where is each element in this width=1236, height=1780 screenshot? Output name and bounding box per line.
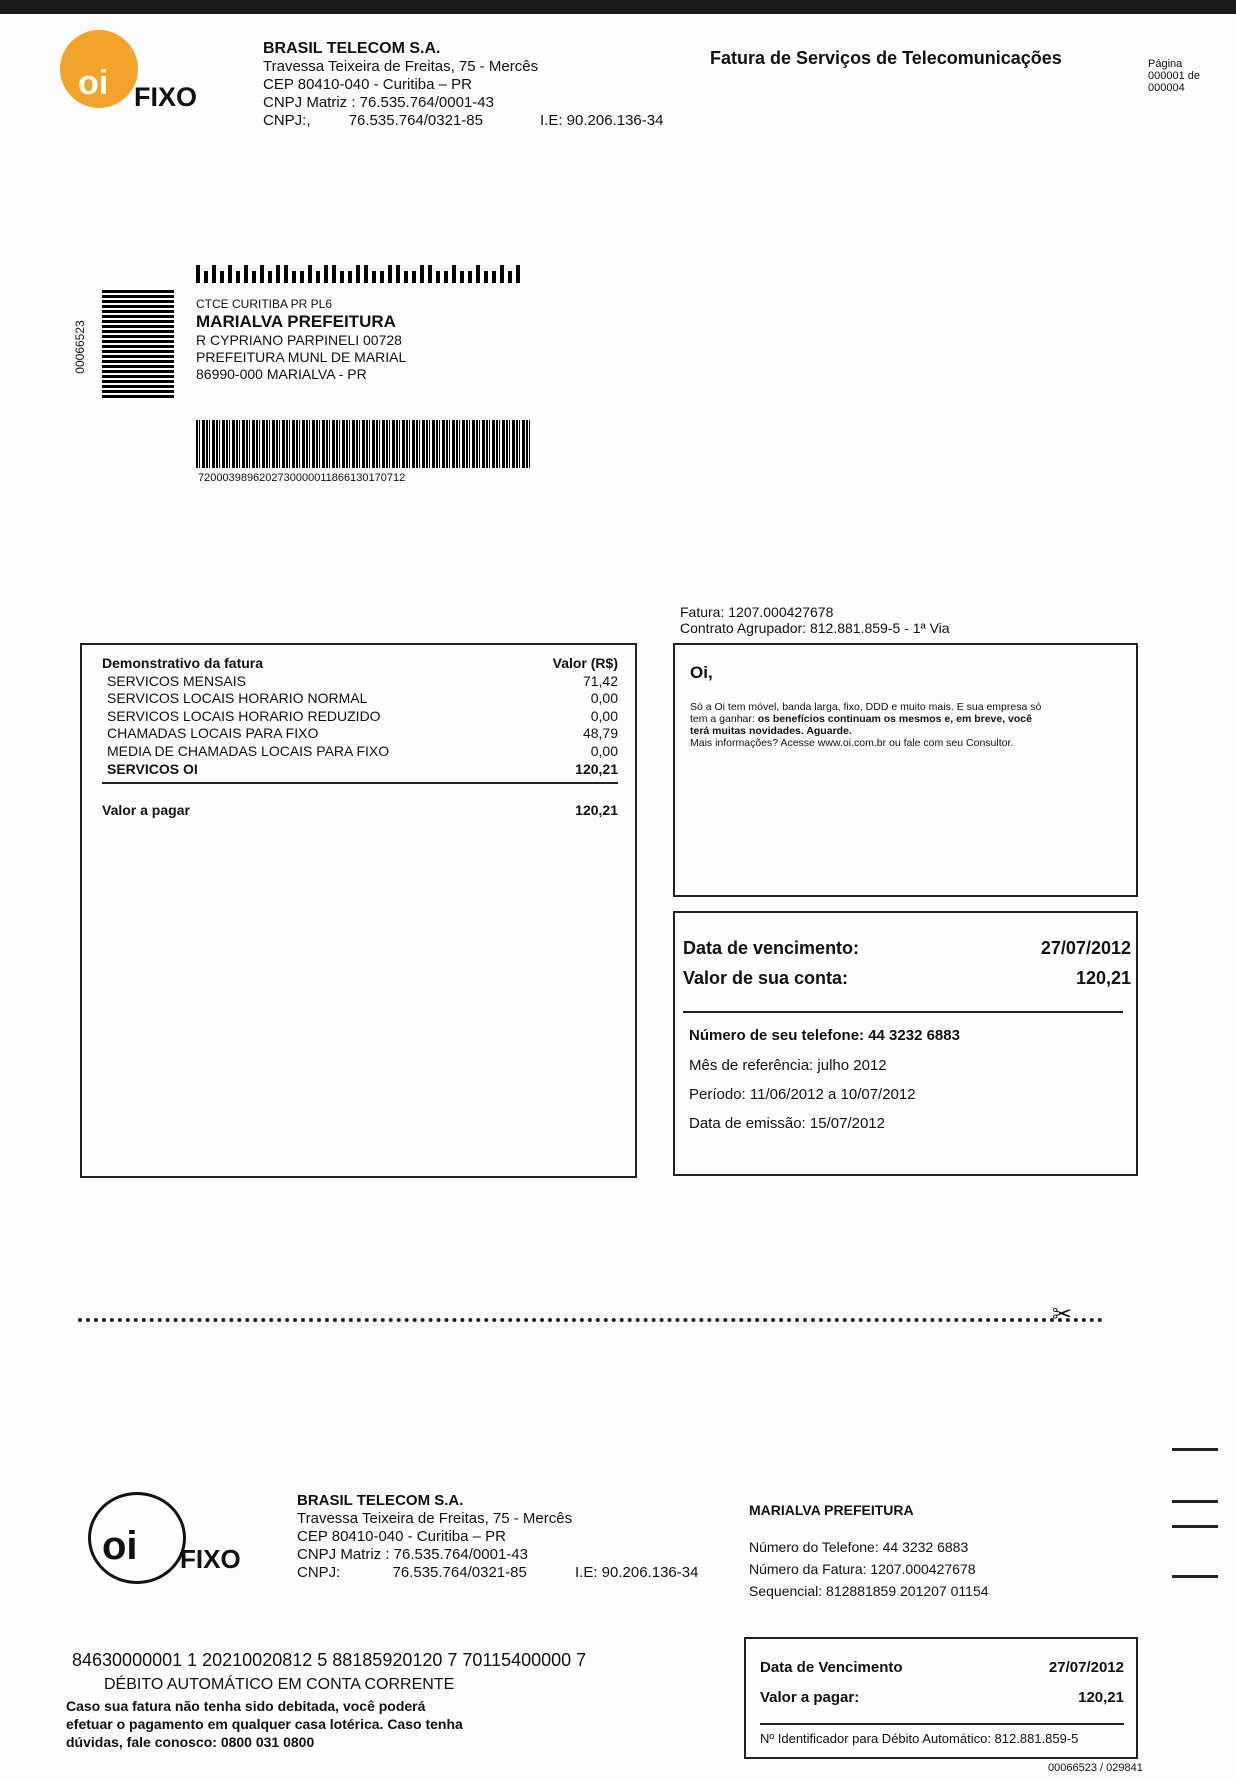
summary-details (689, 1021, 1131, 1138)
statement-row-label: MEDIA DE CHAMADAS LOCAIS PARA FIXO (107, 742, 390, 759)
company-header (263, 40, 538, 130)
statement-row (107, 690, 618, 708)
company-cep: CEP 80410-040 - Curitiba – PR (263, 76, 473, 93)
statement-items (102, 673, 618, 779)
oi-logo-text: oi (78, 64, 109, 102)
statement-row (107, 673, 618, 691)
summary-amount-value: 120,21 (1075, 968, 1131, 988)
message-box (673, 643, 1138, 897)
addressee-name: MARIALVA PREFEITURA (196, 312, 396, 331)
invoice-info (680, 604, 950, 636)
summary-amount-label: Valor de sua conta: (683, 968, 849, 988)
slip-company (297, 1492, 572, 1582)
statement-header (102, 655, 618, 673)
slip-invoice: Número da Fatura: 1207.000427678 (749, 1561, 976, 1577)
slip-debit-text-3: dúvidas, fale conosco: 0800 031 0800 (66, 1734, 315, 1750)
statement-row-value: 0,00 (590, 742, 618, 759)
message-line-4: Mais informações? Acesse www.oi.com.br ou fale com seu Consultor. (690, 737, 1014, 749)
invoice-number: Fatura: 1207.000427678 (680, 604, 834, 620)
statement-row-label: SERVICOS MENSAIS (107, 672, 247, 689)
slip-cnpj-value: 76.535.764/0321-85 (392, 1564, 527, 1581)
slip-company-cnpj-matriz: CNPJ Matriz : 76.535.764/0001-43 (297, 1546, 528, 1563)
slip-digit-line: 84630000001 1 20210020812 5 88185920120 7 70115400000 7 (72, 1650, 587, 1670)
summary-divider (683, 1011, 1123, 1013)
message-content (690, 663, 1130, 749)
slip-footer-code: 00066523 / 029841 (1048, 1762, 1143, 1774)
statement-pay-label: Valor a pagar (102, 802, 190, 819)
slip-phone: Número do Telefone: 44 3232 6883 (749, 1539, 969, 1555)
message-line-2a: tem a ganhar: (690, 713, 758, 725)
slip-due-value: 27/07/2012 (1048, 1659, 1124, 1676)
statement-row-value: 48,79 (582, 725, 618, 742)
statement-title: Demonstrativo da fatura (102, 655, 264, 671)
addressee-barcode (196, 420, 530, 468)
statement-row (107, 743, 618, 761)
slip-due-row (760, 1653, 1124, 1683)
datamatrix-code (102, 290, 174, 400)
summary-box (673, 911, 1138, 1176)
message-line-1: Só a Oi tem móvel, banda larga, fixo, DDD e muito mais. E sua empresa só (690, 701, 1042, 713)
slip-pay-row (760, 1683, 1124, 1713)
summary-period: Período: 11/06/2012 a 10/07/2012 (689, 1086, 916, 1103)
message-line-2 (690, 713, 1130, 725)
statement-row-label: SERVICOS LOCAIS HORARIO REDUZIDO (107, 707, 381, 724)
margin-mark (1172, 1575, 1218, 1578)
slip-due-label: Data de Vencimento (760, 1659, 903, 1676)
addressee-barcode-number: 7200039896202730000011866130170712 (198, 472, 406, 484)
message-line-3: terá muitas novidades. Aguarde. (690, 725, 852, 737)
company-cnpj-matriz: CNPJ Matriz : 76.535.764/0001-43 (263, 94, 494, 111)
slip-fixo-label: FIXO (180, 1544, 241, 1574)
slip-debit-text-2: efetuar o pagamento em qualquer casa lotérica. Caso tenha (66, 1716, 463, 1732)
summary-amount-row (683, 963, 1131, 993)
company-address: Travessa Teixeira de Freitas, 75 - Mercês (263, 58, 539, 75)
postal-route: CTCE CURITIBA PR PL6 (196, 297, 333, 311)
page-total: 000004 (1148, 82, 1185, 94)
statement-value-header: Valor (R$) (552, 655, 618, 671)
summary-due-label: Data de vencimento: (683, 938, 860, 958)
addressee-street: R CYPRIANO PARPINELI 00728 (196, 332, 402, 348)
cut-line (78, 1318, 1103, 1322)
slip-payment-content (760, 1653, 1124, 1753)
summary-due-row (683, 933, 1131, 963)
statement-total-row (107, 761, 618, 779)
company-name: BRASIL TELECOM S.A. (263, 40, 441, 57)
company-cnpj-row (263, 112, 538, 130)
page-label: Página (1148, 58, 1183, 70)
scan-top-edge (0, 0, 1236, 14)
slip-company-address: Travessa Teixeira de Freitas, 75 - Mercês (297, 1510, 573, 1527)
statement-row-value: 71,42 (582, 672, 618, 689)
slip-pay-value: 120,21 (1078, 1689, 1124, 1706)
company-ie: I.E: 90.206.136-34 (540, 112, 664, 129)
slip-debit-text (66, 1697, 463, 1751)
summary-issue-date: Data de emissão: 15/07/2012 (689, 1115, 885, 1132)
scissors-icon: ✂ (1052, 1301, 1073, 1328)
addressee-org: PREFEITURA MUNL DE MARIAL (196, 349, 407, 365)
summary-due-value: 27/07/2012 (1040, 938, 1131, 958)
postal-barcode-bars (196, 261, 526, 283)
document-title: Fatura de Serviços de Telecomunicações (710, 48, 1062, 68)
slip-company-cnpj-row (297, 1564, 572, 1582)
slip-company-name: BRASIL TELECOM S.A. (297, 1492, 464, 1509)
slip-customer-block (749, 1502, 989, 1602)
statement-row-value: 0,00 (590, 707, 618, 724)
slip-debit-text-1: Caso sua fatura não tenha sido debitada, você poderá (66, 1698, 426, 1714)
statement-content (102, 655, 618, 820)
statement-row (107, 708, 618, 726)
margin-mark (1172, 1448, 1218, 1451)
side-code-text: 00066523 (73, 320, 87, 374)
margin-mark (1172, 1500, 1218, 1503)
slip-debit-title: DÉBITO AUTOMÁTICO EM CONTA CORRENTE (104, 1676, 455, 1693)
slip-customer-name: MARIALVA PREFEITURA (749, 1502, 914, 1518)
cnpj-value: 76.535.764/0321-85 (348, 112, 483, 129)
postal-barcode (196, 261, 526, 283)
summary-ref-month: Mês de referência: julho 2012 (689, 1057, 887, 1074)
side-code (72, 308, 88, 388)
statement-pay-row (102, 802, 618, 820)
slip-sequence: Sequencial: 812881859 201207 01154 (749, 1583, 989, 1599)
slip-company-cep: CEP 80410-040 - Curitiba – PR (297, 1528, 507, 1545)
cnpj-label: CNPJ:, (263, 112, 311, 129)
statement-box (80, 643, 637, 1178)
statement-row (107, 725, 618, 743)
fixo-label: FIXO (134, 82, 198, 112)
margin-mark (1172, 1525, 1218, 1528)
slip-cnpj-label: CNPJ: (297, 1564, 341, 1581)
addressee-block (196, 296, 406, 383)
message-greeting: Oi, (690, 663, 713, 682)
statement-row-value: 0,00 (590, 690, 618, 707)
addressee-city: 86990-000 MARIALVA - PR (196, 366, 367, 382)
slip-pay-label: Valor a pagar: (760, 1689, 860, 1706)
statement-row-label: CHAMADAS LOCAIS PARA FIXO (107, 725, 319, 742)
statement-row-label: SERVICOS LOCAIS HORARIO NORMAL (107, 690, 368, 707)
statement-total-value: 120,21 (575, 760, 618, 777)
summary-content (683, 933, 1131, 1138)
statement-total-label: SERVICOS OI (107, 760, 198, 777)
page-value: 000001 de (1148, 70, 1200, 82)
statement-pay-value: 120,21 (575, 802, 618, 819)
slip-payment-box (744, 1637, 1138, 1759)
statement-divider (102, 782, 618, 802)
slip-debit-id: Nº Identificador para Débito Automático: 812.881.859-5 (760, 1731, 1079, 1746)
contract-number: Contrato Agrupador: 812.881.859-5 - 1ª Via (680, 620, 950, 636)
page-indicator (1148, 58, 1200, 94)
summary-phone: Número de seu telefone: 44 3232 6883 (689, 1027, 960, 1044)
slip-logo-text: oi (102, 1524, 138, 1568)
slip-company-ie: I.E: 90.206.136-34 (575, 1564, 699, 1581)
message-line-2b: os benefícios continuam os mesmos e, em breve, você (757, 713, 1032, 725)
